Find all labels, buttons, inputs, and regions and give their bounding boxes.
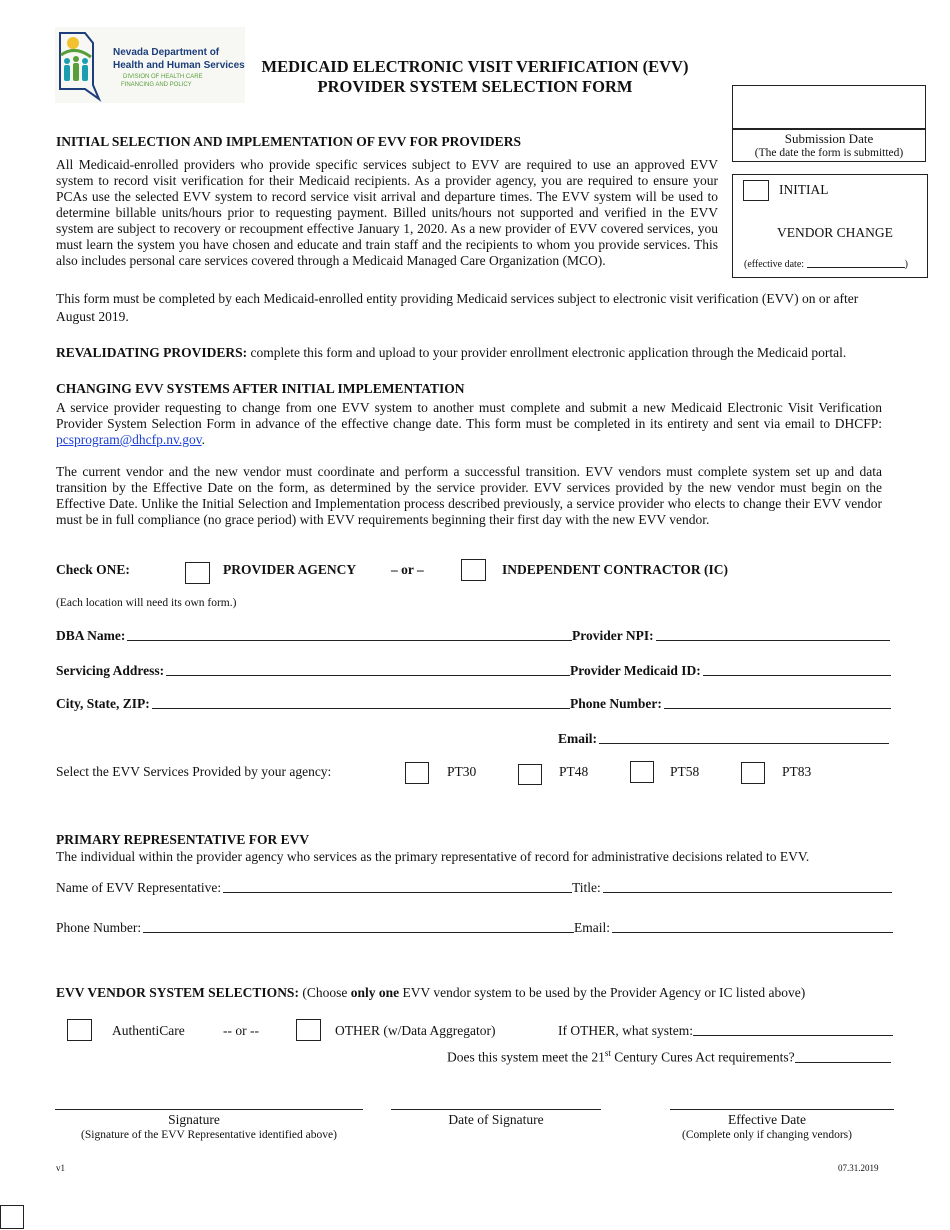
check-one-label: Check ONE: [56, 562, 130, 577]
email-line[interactable] [599, 732, 889, 744]
phone-number-line[interactable] [664, 697, 891, 709]
cures-act-text-a: Does this system meet the 21 [447, 1049, 605, 1065]
servicing-address-label: Servicing Address: [56, 663, 165, 678]
location-note: (Each location will need its own form.) [56, 597, 237, 609]
effective-date-blank[interactable] [807, 259, 905, 268]
pt58-label: PT58 [670, 764, 700, 779]
pt48-checkbox[interactable] [518, 764, 542, 785]
initial-section-body: All Medicaid-enrolled providers who provide specific services subject to EVV are required to use an approved EVV system to record visit verification for their Medicaid recipients. As a provider agency, you are required to ensure your PCAs use the selected EVV system to record service visit arrival and departure times. The EVV system will be used to determine billable units/hours prior to requesting payment. Billed units/hours not supported and verified in the EVV system are subject to recovery or recoupment effective January 1, 2020. As a new provider of EVV covered services, you must learn the system you have chosen and educate and train staff and the recipients to whom you provide services. This also includes personal care services covered through a Medicaid Managed Care Organization (MCO). [56, 157, 718, 268]
vendor-instr-a: (Choose [298, 985, 351, 1000]
changing-section-body1 [56, 400, 882, 448]
changing-section-heading: CHANGING EVV SYSTEMS AFTER INITIAL IMPLEMENTATION [56, 381, 465, 396]
provider-agency-label: PROVIDER AGENCY [223, 562, 357, 577]
pt83-label: PT83 [782, 764, 812, 779]
provider-medicaid-id-line[interactable] [703, 664, 891, 676]
independent-contractor-checkbox[interactable] [461, 559, 486, 581]
independent-contractor-label: INDEPENDENT CONTRACTOR (IC) [502, 562, 729, 577]
logo-division-line2: FINANCING AND POLICY [121, 82, 192, 88]
vendor-heading-line [56, 985, 805, 1001]
city-state-zip-line[interactable] [152, 697, 570, 709]
representative-email-label: Email: [574, 920, 610, 935]
signature-label: Signature [168, 1112, 220, 1127]
representative-name-field[interactable] [56, 880, 572, 896]
vendor-instr-b: EVV vendor system to be used by the Provider Agency or IC listed above) [399, 985, 806, 1000]
corner-checkbox[interactable] [0, 1205, 24, 1229]
effective-date-sig-note: (Complete only if changing vendors) [682, 1129, 852, 1141]
dba-name-field[interactable] [56, 628, 572, 644]
pt30-label: PT30 [447, 764, 477, 779]
initial-checkbox[interactable] [743, 180, 769, 201]
signature-date-label: Date of Signature [448, 1112, 544, 1127]
representative-email-line[interactable] [612, 921, 893, 933]
submission-date-note: (The date the form is submitted) [754, 147, 904, 159]
effective-date-suffix: ) [904, 259, 908, 270]
dhhs-logo-graphic-icon [55, 27, 111, 103]
servicing-address-field[interactable] [56, 663, 570, 679]
representative-title-line[interactable] [603, 881, 892, 893]
vendor-instr-bold: only one [350, 985, 400, 1000]
representative-description: The individual within the provider agency who services as the primary representative of record for administrative decisions related to EVV. [56, 849, 810, 864]
dba-name-label: DBA Name: [56, 628, 126, 643]
logo [55, 27, 245, 103]
provider-npi-line[interactable] [656, 629, 890, 641]
other-system-label: If OTHER, what system: [558, 1023, 693, 1038]
cures-act-label [447, 1048, 795, 1066]
pt48-label: PT48 [559, 764, 589, 779]
check-one-or: – or – [391, 562, 424, 577]
form-title-line1: MEDICAID ELECTRONIC VISIT VERIFICATION (EVV) [261, 57, 689, 76]
other-system-line[interactable] [693, 1024, 893, 1036]
form-date-label: 07.31.2019 [838, 1163, 879, 1173]
other-vendor-label: OTHER (w/Data Aggregator) [335, 1023, 496, 1038]
changing-body1-text: A service provider requesting to change from one EVV system to another must complete and submit a new Medicaid Electronic Visit Verification Provider System Selection Form in advance of the effective change date. This form must be completed in its entirety and sent via email to DHCFP: [56, 400, 882, 431]
servicing-address-line[interactable] [166, 664, 570, 676]
vendor-heading: EVV VENDOR SYSTEM SELECTIONS: [56, 985, 299, 1000]
dhcfp-email-link[interactable]: pcsprogram@dhcfp.nv.gov [56, 432, 202, 447]
form-title [245, 57, 705, 97]
changing-section-body2: The current vendor and the new vendor must coordinate and perform a successful transition. EVV vendors must complete system set up and data transition by the Effective Date on the form, as determined by the service provider. EVV services provided by the new vendor must begin on the Effective Date. Unlike the Initial Selection and Implementation process described previously, a service provider who elects to change their EVV vendor must be in full compliance (no grace period) with EVV requirements beginning their first day with the new EVV vendor. [56, 464, 882, 527]
cures-act-line[interactable] [795, 1051, 891, 1063]
representative-title-field[interactable] [572, 880, 892, 896]
representative-email-field[interactable] [574, 920, 893, 936]
submission-date-caption [732, 129, 926, 162]
changing-body1-end: . [201, 432, 206, 447]
effective-date-prefix: (effective date: [744, 259, 807, 270]
pt30-checkbox[interactable] [405, 762, 429, 784]
effective-date-sig-label: Effective Date [727, 1112, 807, 1127]
representative-title-label: Title: [572, 880, 601, 895]
cures-act-text-b: Century Cures Act requirements? [610, 1049, 795, 1065]
revalidating-text [56, 345, 898, 361]
representative-name-label: Name of EVV Representative: [56, 880, 222, 895]
dba-name-line[interactable] [127, 629, 572, 641]
representative-name-line[interactable] [223, 881, 572, 893]
vendor-or: -- or -- [223, 1023, 259, 1038]
logo-org-line1: Nevada Department of [113, 47, 220, 58]
representative-phone-field[interactable] [56, 920, 574, 936]
form-title-line2: PROVIDER SYSTEM SELECTION FORM [317, 77, 633, 96]
provider-medicaid-id-field[interactable] [570, 663, 891, 679]
provider-medicaid-id-label: Provider Medicaid ID: [570, 663, 701, 678]
signature-line[interactable] [55, 1109, 363, 1110]
revalidating-body: complete this form and upload to your provider enrollment electronic application through the Medicaid portal. [247, 345, 847, 360]
cures-act-sup: st [604, 1048, 611, 1058]
city-state-zip-label: City, State, ZIP: [56, 696, 150, 711]
phone-number-label: Phone Number: [570, 696, 662, 711]
effective-date-signature-line[interactable] [670, 1109, 894, 1110]
pt58-checkbox[interactable] [630, 761, 654, 783]
email-label: Email: [558, 731, 597, 746]
authenticare-label: AuthentiCare [112, 1023, 185, 1038]
submission-date-label: Submission Date [784, 131, 874, 146]
signature-date-line[interactable] [391, 1109, 601, 1110]
vendor-change-label: VENDOR CHANGE [777, 225, 893, 240]
provider-npi-field[interactable] [572, 628, 890, 644]
change-type-panel [732, 174, 928, 278]
representative-phone-line[interactable] [143, 921, 574, 933]
submission-date-field[interactable] [732, 85, 926, 129]
effective-date-line[interactable] [744, 259, 908, 270]
logo-org-line2: Health and Human Services [113, 60, 245, 71]
email-field[interactable] [558, 731, 889, 747]
cures-act-field[interactable] [447, 1048, 891, 1066]
city-state-zip-field[interactable] [56, 696, 570, 712]
authenticare-checkbox[interactable] [67, 1019, 92, 1041]
initial-label: INITIAL [779, 182, 829, 197]
other-vendor-checkbox[interactable] [296, 1019, 321, 1041]
initial-section-heading: INITIAL SELECTION AND IMPLEMENTATION OF EVV FOR PROVIDERS [56, 134, 521, 149]
signature-note: (Signature of the EVV Representative identified above) [81, 1129, 337, 1141]
representative-phone-label: Phone Number: [56, 920, 142, 935]
phone-number-field[interactable] [570, 696, 891, 712]
other-system-field[interactable] [558, 1023, 893, 1039]
form-required-text: This form must be completed by each Medicaid-enrolled entity providing Medicaid services subject to electronic visit verification (EVV) on or after August 2019. [56, 291, 859, 324]
services-label: Select the EVV Services Provided by your agency: [56, 764, 332, 779]
provider-npi-label: Provider NPI: [572, 628, 654, 643]
pt83-checkbox[interactable] [741, 762, 765, 784]
provider-agency-checkbox[interactable] [185, 562, 210, 584]
version-label: v1 [56, 1163, 65, 1173]
revalidating-label: REVALIDATING PROVIDERS: [56, 345, 248, 360]
logo-division-line1: DIVISION OF HEALTH CARE [123, 74, 203, 80]
representative-heading: PRIMARY REPRESENTATIVE FOR EVV [56, 832, 310, 847]
